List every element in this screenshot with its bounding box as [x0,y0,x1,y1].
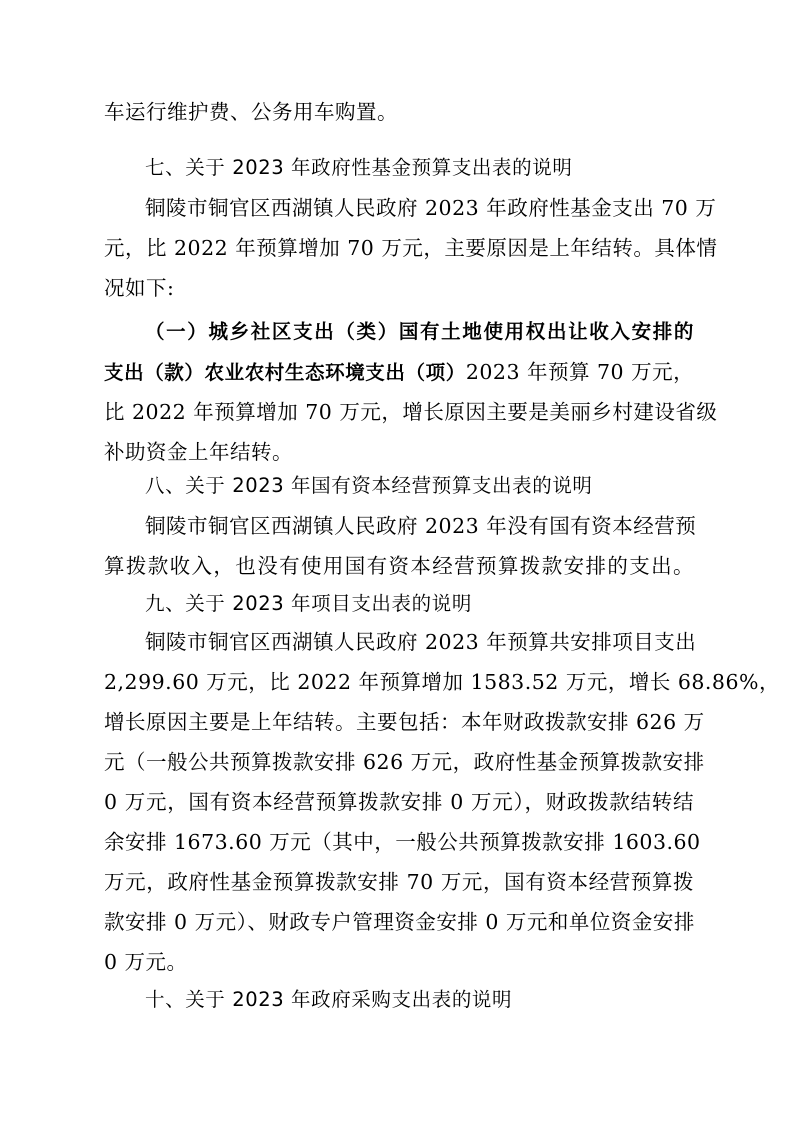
paragraph-line: 2,299.60 万元，比 2022 年预算增加 1583.52 万元，增长 68.86%， [104,670,780,694]
paragraph-line: 况如下: [104,276,175,300]
section-heading-8: 八、关于 2023 年国有资本经营预算支出表的说明 [145,474,593,497]
paragraph-line: 增长原因主要是上年结转。主要包括：本年财政拨款安排 626 万 [104,710,705,734]
paragraph-text: 2023 年预算 70 万元， [465,360,695,384]
paragraph-line: 车运行维护费、公务用车购置。 [104,100,398,124]
paragraph-line: 0 万元，国有资本经营预算拨款安排 0 万元），财政拨款结转结 [104,790,694,814]
paragraph-line: 余安排 1673.60 万元（其中，一般公共预算拨款安排 1603.60 [104,830,701,854]
section-heading-10: 十、关于 2023 年政府采购支出表的说明 [145,988,513,1011]
paragraph-line [104,352,694,392]
subsection-heading-continued: 支出（款）农业农村生态环境支出（项） [104,361,466,384]
paragraph-line: 0 万元。 [104,950,188,974]
paragraph-line: 铜陵市铜官区西湖镇人民政府 2023 年政府性基金支出 70 万 [145,196,717,220]
paragraph-line: 算拨款收入，也没有使用国有资本经营预算拨款安排的支出。 [104,554,694,578]
paragraph-line: 元（一般公共预算拨款安排 626 万元，政府性基金预算拨款安排 [104,750,705,774]
paragraph-line: 万元，政府性基金预算拨款安排 70 万元，国有资本经营预算拨 [104,870,694,894]
paragraph-line: 补助资金上年结转。 [104,440,293,464]
section-heading-7: 七、关于 2023 年政府性基金预算支出表的说明 [145,156,573,179]
paragraph-line: 铜陵市铜官区西湖镇人民政府 2023 年预算共安排项目支出 [145,630,697,654]
paragraph-line: 比 2022 年预算增加 70 万元，增长原因主要是美丽乡村建设省级 [104,400,718,424]
paragraph-line: 元，比 2022 年预算增加 70 万元，主要原因是上年结转。具体情 [104,236,718,260]
section-heading-9: 九、关于 2023 年项目支出表的说明 [145,592,472,615]
subsection-heading: （一）城乡社区支出（类）国有土地使用权出让收入安排的 [145,320,694,343]
paragraph-line: 铜陵市铜官区西湖镇人民政府 2023 年没有国有资本经营预 [145,514,697,538]
paragraph-line: 款安排 0 万元）、财政专户管理资金安排 0 万元和单位资金安排 [104,910,695,934]
